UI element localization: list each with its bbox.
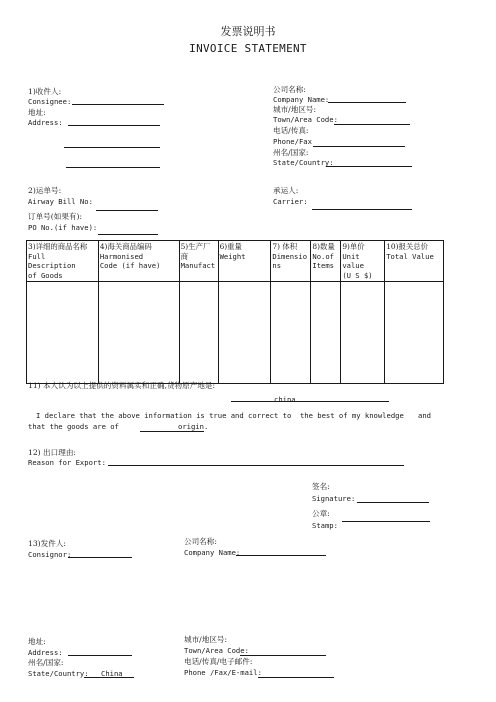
col-header-dimensions: 7) 体积 Dimensio ns	[271, 241, 311, 282]
signature-label-cn: 签名:	[312, 482, 330, 491]
company-name-field[interactable]	[328, 102, 406, 103]
company-name-label-cn: 公司名称:	[273, 85, 306, 94]
col-header-total-value: 10)报关总价 Total Value	[385, 241, 444, 282]
state-field[interactable]	[326, 166, 412, 167]
declaration-en-and: and	[418, 411, 431, 420]
po-label-cn: 订单号(如果有):	[28, 212, 83, 221]
consignor-company-cn: 公司名称:	[184, 537, 217, 546]
export-label-en: Reason for Export:	[28, 458, 106, 467]
goods-table	[26, 240, 444, 384]
consignor-address-en: Address:	[28, 648, 63, 657]
goods-origin-field[interactable]	[140, 431, 204, 432]
town-field[interactable]	[334, 124, 410, 125]
phone-label-en: Phone/Fax	[273, 137, 312, 146]
consignor-phone-en: Phone /Fax/E-mail:	[184, 668, 262, 677]
title-en: INVOICE STATEMENT	[189, 42, 307, 55]
consignor-address-field[interactable]	[68, 655, 132, 656]
town-label-en: Town/Area Code:	[273, 115, 338, 124]
phone-field[interactable]	[313, 146, 405, 147]
cell-harmonised[interactable]	[98, 282, 179, 384]
consignee-label-cn: 1)收件人:	[28, 87, 62, 96]
waybill-field[interactable]	[96, 210, 158, 211]
signature-field[interactable]	[357, 502, 429, 503]
stamp-label-cn: 公章:	[312, 509, 330, 518]
consignor-company-en: Company Name:	[184, 548, 241, 557]
consignor-town-field[interactable]	[240, 655, 326, 656]
col-header-weight: 6)重量 Weight	[218, 241, 271, 282]
carrier-label-en: Carrier:	[273, 197, 308, 206]
consignor-address-cn: 地址:	[28, 637, 46, 646]
po-label-en: PO No.(if have):	[28, 223, 98, 232]
export-label-cn: 12) 出口理由:	[28, 448, 76, 457]
col-header-manufacturer: 5)生产厂 商 Manufact	[179, 241, 218, 282]
consignor-phone-field[interactable]	[258, 677, 334, 678]
state-label-en: State/Country:	[273, 158, 334, 167]
table-header-row	[27, 241, 444, 282]
town-label-cn: 城市/地区号:	[273, 105, 317, 114]
po-field[interactable]	[98, 234, 158, 235]
stamp-field[interactable]	[342, 521, 430, 522]
carrier-label-cn: 承运人:	[273, 186, 299, 195]
consignor-phone-cn: 电话/传真/电子邮件:	[184, 657, 253, 666]
cell-weight[interactable]	[218, 282, 271, 384]
waybill-label-en: Airway Bill No:	[28, 197, 93, 206]
cell-manufacturer[interactable]	[179, 282, 218, 384]
consignor-town-cn: 城市/地区号:	[184, 635, 228, 644]
consignor-state-en: State/Country:	[28, 669, 89, 678]
col-header-harmonised: 4)海关商品编码 Harmonised Code (if have)	[98, 241, 179, 282]
cell-unit-value[interactable]	[341, 282, 385, 384]
address-field-1[interactable]	[68, 125, 160, 126]
title-cn: 发票说明书	[220, 25, 276, 38]
cell-total-value[interactable]	[385, 282, 444, 384]
declaration-cn: 11) 本人认为以上提供的资料属实和正确,货物原产地是:	[28, 381, 216, 390]
cell-description[interactable]	[27, 282, 99, 384]
address-field-3[interactable]	[66, 167, 160, 168]
col-header-description: 3)详细的商品名称 Full Description of Goods	[27, 241, 99, 282]
signature-label-en: Signature:	[312, 494, 356, 503]
cell-dimensions[interactable]	[271, 282, 311, 384]
consignee-field[interactable]	[72, 104, 164, 105]
consignor-field[interactable]	[68, 557, 132, 558]
consignor-company-field[interactable]	[236, 555, 326, 556]
table-row	[27, 282, 444, 384]
col-header-unit-value: 9)单价 Unit value (U S $)	[341, 241, 385, 282]
origin-field[interactable]	[231, 401, 389, 402]
stamp-label-en: Stamp:	[312, 521, 338, 530]
origin-value: china	[274, 395, 296, 404]
phone-label-cn: 电话/传真:	[273, 126, 309, 135]
consignor-label-cn: 13)发件人:	[28, 539, 66, 548]
waybill-label-cn: 2)运单号:	[28, 186, 62, 195]
carrier-field[interactable]	[312, 209, 412, 210]
export-reason-field[interactable]	[108, 465, 404, 466]
address-field-2[interactable]	[64, 147, 160, 148]
declaration-origin-word: origin.	[178, 422, 209, 431]
consignor-state-value: China	[101, 669, 123, 678]
consignee-label-en: Consignee:	[28, 97, 72, 106]
consignor-label-en: Consignor:	[28, 550, 72, 559]
address-label-cn: 地址:	[28, 108, 46, 117]
declaration-en-line1: I declare that the above information is true and correct to the best of my knowledge	[36, 411, 404, 420]
col-header-items: 8)数量 No.of Items	[311, 241, 341, 282]
consignor-town-en: Town/Area Code:	[184, 646, 249, 655]
address-label-en: Address:	[28, 118, 63, 127]
company-name-label-en: Company Name:	[273, 95, 330, 104]
cell-items[interactable]	[311, 282, 341, 384]
declaration-en-line2: that the goods are of	[28, 422, 119, 431]
consignor-state-cn: 州名/国家:	[28, 658, 64, 667]
state-label-cn: 州名/国家:	[273, 148, 309, 157]
